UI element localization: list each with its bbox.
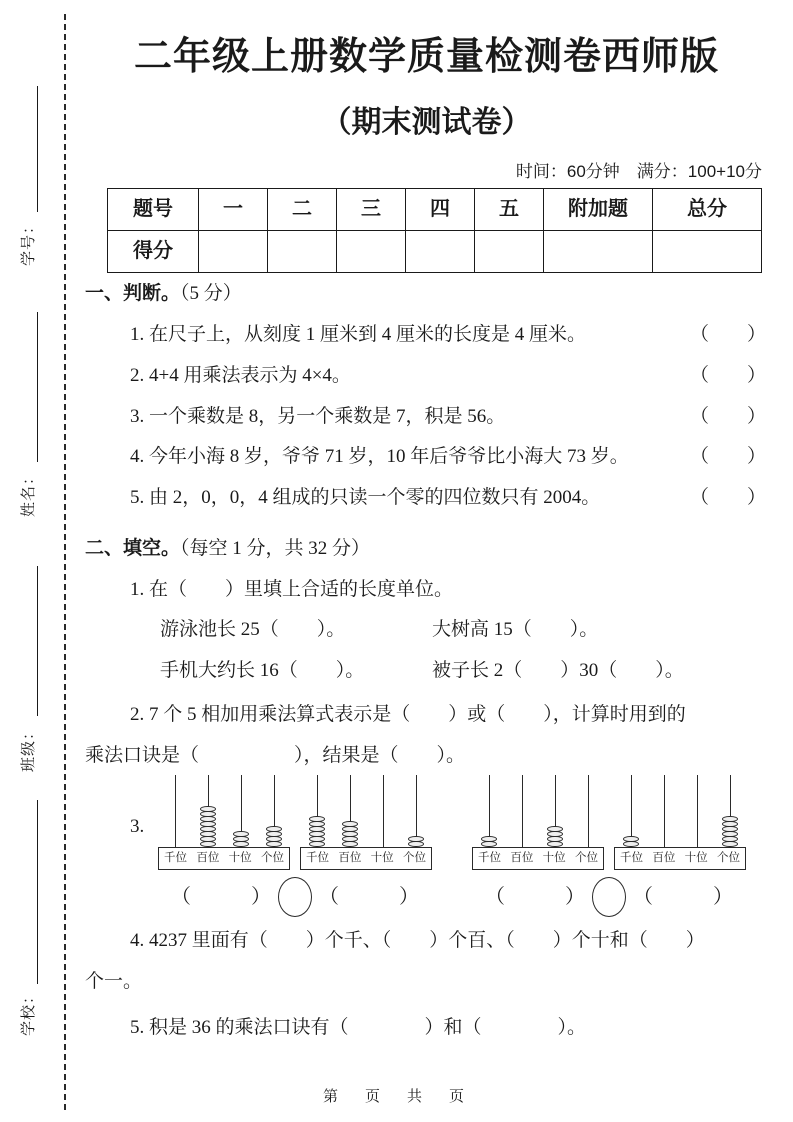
- fill-item-2-line2: 乘法口诀是（ ），结果是（ ）。: [85, 744, 466, 766]
- fill-blank-text: 手机大约长 16（ ）。: [160, 660, 365, 681]
- fill-item-1-line1: 1. 在（ ）里填上合适的长度单位。: [130, 578, 454, 600]
- score-table: [107, 188, 762, 273]
- fill-blank-text: 被子长 2（ ）30（ ）。: [432, 660, 684, 681]
- place-value-label: 百位: [652, 852, 676, 865]
- paper-content: [85, 0, 768, 1039]
- place-value-label: 十位: [684, 852, 708, 865]
- answer-blank: （ ）: [633, 885, 733, 908]
- abacus: [300, 775, 432, 870]
- score-table-header-cell: 题号: [108, 189, 199, 231]
- score-blank-cell: [653, 231, 762, 273]
- abacus-rod: [618, 775, 644, 847]
- section-judge-title: 一、判断。: [85, 283, 181, 305]
- abacus-figure: [158, 775, 746, 917]
- score-table-header-row: [108, 189, 762, 231]
- place-value-label: 千位: [306, 852, 329, 865]
- abacus-rods: [158, 775, 290, 847]
- page-footer: 第 页 共 页: [322, 1088, 470, 1105]
- fill-item-1-line3: [85, 659, 768, 683]
- section-judge-heading: [85, 282, 768, 306]
- abacus-bead: [309, 841, 325, 848]
- judge-item-3: [85, 405, 768, 429]
- judge-item-text: 1. 在尺子上，从刻度 1 厘米到 4 厘米的长度是 4 厘米。: [130, 324, 587, 345]
- section-fill-points: （每空 1 分，共 32 分）: [180, 537, 371, 559]
- place-value-label: 十位: [370, 852, 394, 865]
- fill-item-2-line1: 2. 7 个 5 相加用乘法算式表示是（ ）或（ ），计算时用到的: [130, 703, 686, 725]
- class-label: 班级：: [21, 723, 37, 772]
- fill-item-5: 5. 积是 36 的乘法口诀有（ ）和（ ）。: [130, 1016, 587, 1038]
- judge-item-text: 4. 今年小海 8 岁，爷爷 71 岁，10 年后爷爷比小海大 73 岁。: [130, 446, 629, 468]
- answer-blank: （ ）: [689, 487, 766, 508]
- fill-item-3-number: 3.: [130, 816, 145, 838]
- abacus-rod: [509, 775, 535, 847]
- abacus-rod: [476, 775, 502, 847]
- abacus-rods: [614, 775, 746, 847]
- abacus-bead: [408, 841, 424, 848]
- compare-row: [472, 877, 746, 917]
- score-table-header-cell: 五: [475, 189, 544, 231]
- place-value-label: 百位: [510, 852, 534, 865]
- abacus-pair-left: [158, 775, 432, 917]
- abacus-bead: [623, 841, 639, 848]
- place-value-label: 百位: [338, 852, 362, 865]
- abacus-bead: [547, 841, 563, 848]
- answer-blank: （ ）: [689, 405, 766, 427]
- place-value-label: 百位: [196, 852, 220, 865]
- score-blank-cell: [268, 231, 337, 273]
- class-blank-line: [37, 566, 38, 716]
- score-blank-cell: [337, 231, 406, 273]
- student-name-blank-line: [37, 312, 38, 462]
- abacus-rod: [195, 775, 221, 847]
- abacus-bead: [233, 841, 249, 848]
- score-blank-cell: [544, 231, 653, 273]
- place-value-label: 十位: [542, 852, 566, 865]
- abacus-rod: [542, 775, 568, 847]
- abacus-rod: [162, 775, 188, 847]
- paper-title: 二年级上册数学质量检测卷西师版: [133, 36, 719, 78]
- place-value-label: 千位: [620, 852, 643, 865]
- abacus-bead: [266, 841, 282, 848]
- abacus-rod: [337, 775, 363, 847]
- score-row-label: 得分: [108, 231, 199, 273]
- place-value-label: 千位: [164, 852, 187, 865]
- abacus-place-labels: [300, 847, 432, 870]
- abacus-rod: [403, 775, 429, 847]
- judge-item-4: [85, 445, 768, 469]
- abacus-place-labels: [158, 847, 290, 870]
- abacus-rod: [717, 775, 743, 847]
- score-table-header-cell: 三: [337, 189, 406, 231]
- judge-item-2: [85, 364, 768, 388]
- abacus-rod: [370, 775, 396, 847]
- school-blank-line: [37, 800, 38, 984]
- answer-blank: （ ）: [689, 446, 766, 468]
- fill-item-4-line2: 个一。: [85, 970, 143, 992]
- abacus-rod: [228, 775, 254, 847]
- answer-blank: （ ）: [689, 364, 766, 386]
- abacus-bead: [342, 841, 358, 848]
- binding-dashed-line: [64, 14, 66, 1110]
- abacus-pair-right: [472, 775, 746, 917]
- score-table-header-cell: 一: [199, 189, 268, 231]
- time-score-info: 时间：60分钟 满分：100+10分: [515, 162, 762, 181]
- score-table-header-cell: 二: [268, 189, 337, 231]
- judge-item-text: 2. 4+4 用乘法表示为 4×4。: [130, 364, 351, 386]
- place-value-label: 千位: [478, 852, 501, 865]
- answer-blank: （ ）: [485, 885, 585, 908]
- score-blank-cell: [475, 231, 544, 273]
- abacus-rod: [304, 775, 330, 847]
- judge-item-text: 3. 一个乘数是 8，另一个乘数是 7，积是 56。: [130, 405, 506, 427]
- abacus-rod: [261, 775, 287, 847]
- student-id-blank-line: [37, 86, 38, 212]
- answer-blank: （ ）: [319, 885, 419, 908]
- abacus-rod: [684, 775, 710, 847]
- fill-blank-text: 游泳池长 25（ ）。: [160, 619, 346, 641]
- abacus-place-labels: [614, 847, 746, 870]
- place-value-label: 个位: [260, 852, 284, 865]
- paper-subtitle: （期末测试卷）: [321, 105, 532, 139]
- score-table-score-row: [108, 231, 762, 273]
- score-table-header-cell: 四: [406, 189, 475, 231]
- score-blank-cell: [199, 231, 268, 273]
- abacus: [472, 775, 604, 870]
- judge-item-5: [85, 486, 768, 510]
- school-label: 学校：: [21, 987, 37, 1036]
- abacus-rod: [651, 775, 677, 847]
- place-value-label: 个位: [716, 852, 740, 865]
- student-id-label: 学号：: [21, 217, 37, 266]
- place-value-label: 十位: [228, 852, 252, 865]
- compare-row: [158, 877, 432, 917]
- compare-circle: [278, 877, 312, 917]
- section-fill-title: 二、填空。: [85, 537, 181, 559]
- abacus-bead: [481, 841, 497, 848]
- student-name-label: 姓名：: [21, 468, 37, 517]
- section-fill-heading: [85, 537, 768, 561]
- abacus-place-labels: [472, 847, 604, 870]
- answer-blank: （ ）: [171, 885, 271, 908]
- abacus-rods: [300, 775, 432, 847]
- judge-item-1: [85, 323, 768, 347]
- fill-item-4-line1: 4. 4237 里面有（ ）个千、（ ）个百、（ ）个十和（ ）: [130, 930, 705, 952]
- abacus: [614, 775, 746, 870]
- judge-item-text: 5. 由 2，0，0，4 组成的只读一个零的四位数只有 2004。: [130, 487, 601, 508]
- place-value-label: 个位: [402, 852, 426, 865]
- abacus-rod: [575, 775, 601, 847]
- place-value-label: 个位: [574, 852, 598, 865]
- answer-blank: （ ）: [689, 324, 766, 345]
- abacus-bead: [722, 841, 738, 848]
- score-table-header-cell: 附加题: [544, 189, 653, 231]
- abacus-bead: [200, 841, 216, 848]
- abacus-rods: [472, 775, 604, 847]
- fill-item-3: [85, 775, 768, 917]
- score-blank-cell: [406, 231, 475, 273]
- fill-item-1-line2: [85, 618, 768, 642]
- section-judge-points: （5 分）: [180, 283, 242, 305]
- score-table-header-cell: 总分: [653, 189, 762, 231]
- abacus: [158, 775, 290, 870]
- fill-blank-text: 大树高 15（ ）。: [432, 619, 599, 641]
- compare-circle: [592, 877, 626, 917]
